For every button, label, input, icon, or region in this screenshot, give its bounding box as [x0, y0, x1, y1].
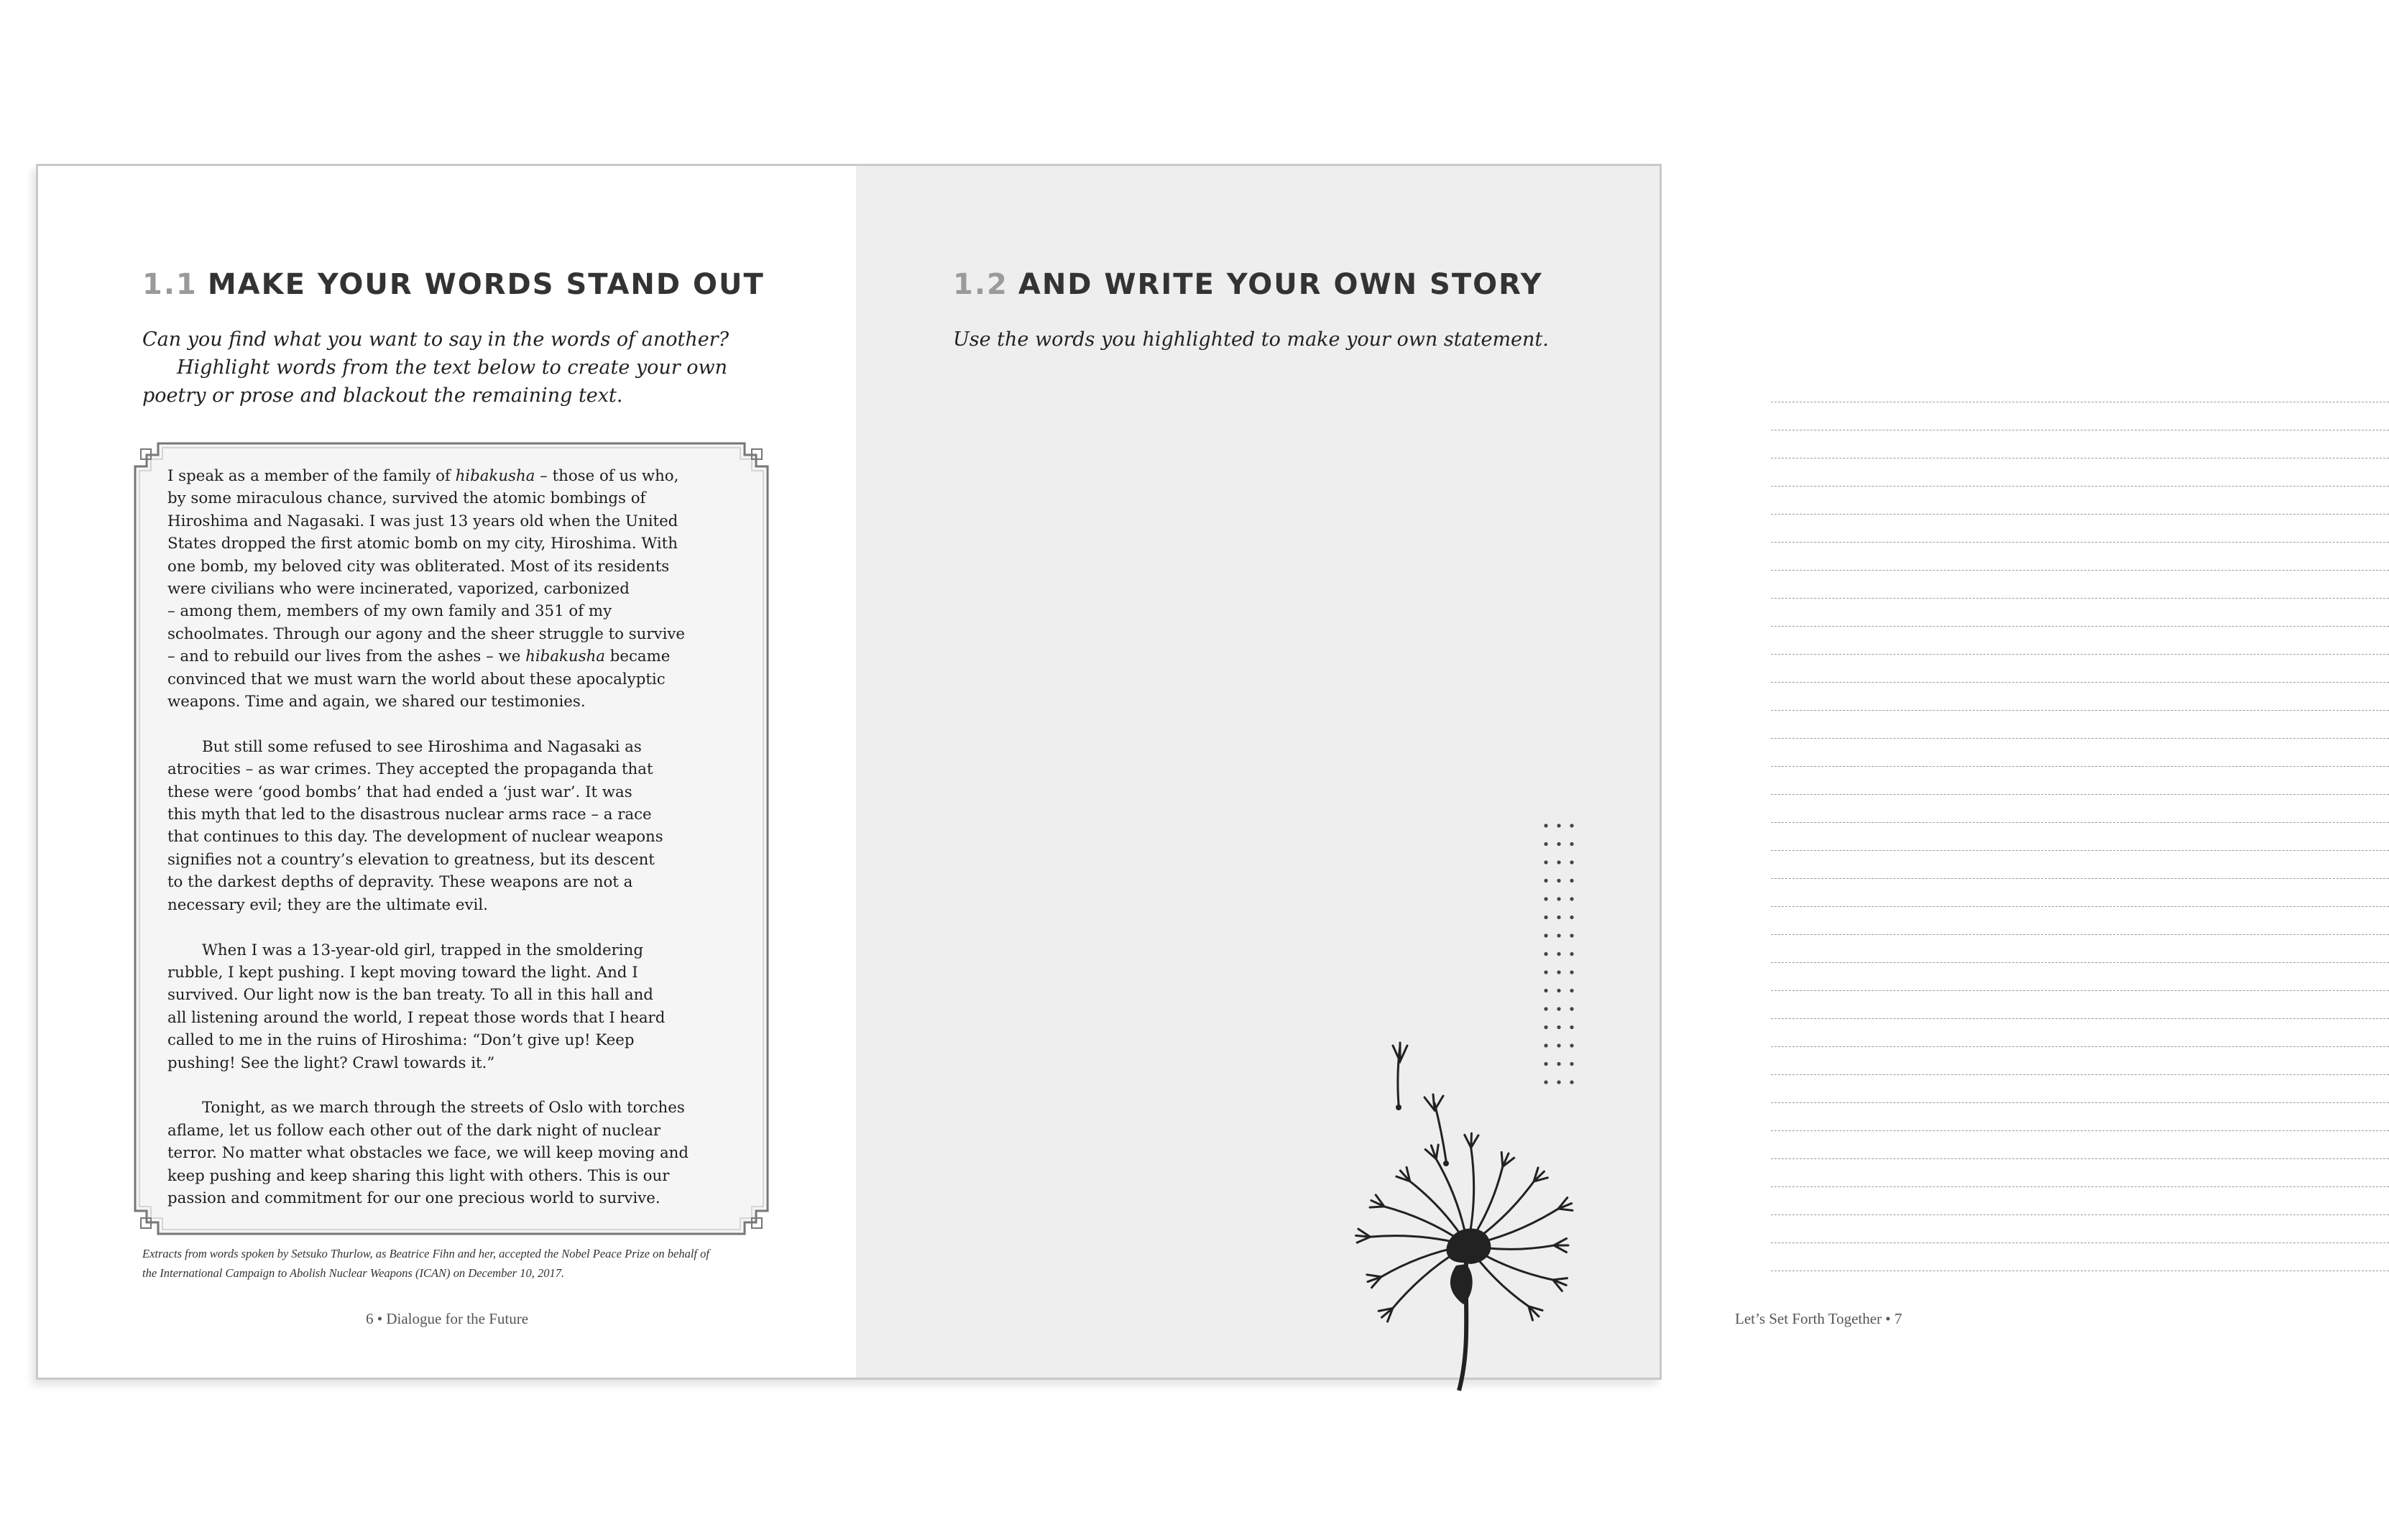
dot [1557, 824, 1560, 827]
dandelion-mask [1400, 1046, 1526, 1090]
dandelion-tuft [1425, 1145, 1438, 1159]
section-title: AND WRITE YOUR OWN STORY [1018, 268, 1543, 301]
writing-lines[interactable] [1771, 402, 2389, 1299]
dandelion-tuft [1534, 1168, 1547, 1181]
excerpt-paragraph: When I was a 13-year-old girl, trapped in the smoldering rubble, I kept pushing. I kept moving toward the light. And I survived. Our light now is the ban treaty. To all in this hall and all listening around the world, I repeat those words that I heard called to me in the ruins of Hiroshima: “Don’t give up! Keep pushing! See the light? Crawl towards it.” [167, 941, 666, 1072]
dot [1544, 897, 1547, 900]
prompt-line: poetry or prose and blackout the remaining text. [142, 384, 623, 407]
writing-line[interactable] [1771, 710, 2389, 711]
dot [1570, 1043, 1573, 1047]
dandelion-head [1446, 1228, 1491, 1264]
writing-line[interactable] [1771, 934, 2389, 935]
writing-line[interactable] [1771, 626, 2389, 627]
dot [1570, 1007, 1573, 1010]
writing-line[interactable] [1771, 1074, 2389, 1075]
dot [1570, 879, 1573, 882]
dot [1570, 897, 1573, 900]
writing-line[interactable] [1771, 1186, 2389, 1187]
dot [1570, 1025, 1573, 1029]
dandelion-tuft [1367, 1275, 1381, 1288]
excerpt-paragraph: Tonight, as we march through the streets of Oslo with torches aflame, let us follow each other out of the dark night of nuclear terror. No matter what obstacles we face, we will keep moving and keep pushing and keep sharing this light with others. This is our passion and commitment for our one precious world to survive. [167, 1099, 689, 1207]
writing-line[interactable] [1771, 1158, 2389, 1159]
writing-line[interactable] [1771, 878, 2389, 879]
section-title: MAKE YOUR WORDS STAND OUT [207, 268, 765, 301]
section-heading-right [953, 268, 1543, 301]
writing-line[interactable] [1771, 570, 2389, 571]
seed-dot [1443, 1161, 1449, 1166]
left-page [38, 166, 856, 1378]
dandelion-tuft [1396, 1167, 1410, 1181]
excerpt-paragraph: But still some refused to see Hiroshima and Nagasaki as atrocities – as war crimes. They accepted the propaganda that these were ‘good bombs’ that had ended a ‘just war’. It was this myth that led to the disastrous nuclear arms race – a race that continues to this day. The development of nuclear weapons signifies not a country’s elevation to greatness, but its descent to the darkest depths of depravity. These weapons are not a necessary evil; they are the ultimate evil. [167, 737, 663, 914]
prompt-text [142, 326, 804, 410]
writing-line[interactable] [1771, 850, 2389, 851]
writing-line[interactable] [1771, 1102, 2389, 1103]
writing-line[interactable] [1771, 598, 2389, 599]
dot [1570, 989, 1573, 992]
writing-line[interactable] [1771, 682, 2389, 683]
writing-line[interactable] [1771, 738, 2389, 739]
writing-line[interactable] [1771, 1046, 2389, 1047]
dot [1544, 824, 1547, 827]
caption-line: the International Campaign to Abolish Nuclear Weapons (ICAN) on December 10, 2017. [142, 1266, 565, 1280]
page-folio-right: Let’s Set Forth Together • 7 [1735, 1310, 1902, 1327]
section-number: 1.2 [953, 268, 1008, 301]
caption-line: Extracts from words spoken by Setsuko Thurlow, as Beatrice Fihn and her, accepted the Nobel Peace Prize on behalf of [142, 1247, 709, 1260]
dandelion-tuft [1356, 1229, 1371, 1242]
page-folio-left: 6 • Dialogue for the Future [365, 1310, 529, 1327]
dot [1570, 916, 1573, 919]
dandelion-icon [1294, 902, 1567, 1391]
dot [1544, 860, 1547, 864]
dot [1570, 1062, 1573, 1066]
dandelion-stem-bulge [1450, 1264, 1473, 1304]
writing-line[interactable] [1771, 822, 2389, 823]
writing-line[interactable] [1771, 486, 2389, 487]
writing-line[interactable] [1771, 766, 2389, 767]
seed-dot [1396, 1105, 1401, 1110]
dandelion-tuft [1378, 1308, 1393, 1322]
excerpt-paragraph: I speak as a member of the family of hibakusha – those of us who, by some miraculous chance, survived the atomic bombings of Hiroshima and Nagasaki. I was just 13 years old when the United States dropped the first atomic bomb on my city, Hiroshima. With one bomb, my beloved city was obliterated. Most of its residents were civilians who were incinerated, vaporized, carbonized – among them, members of my own family and 351 of my schoolmates. Through our agony and the sheer struggle to survive – and to rebuild our lives from the ashes – we hibakusha became convinced that we must warn the world about these apocalyptic weapons. Time and again, we shared our testimonies. [167, 467, 686, 711]
dot [1557, 879, 1560, 882]
prompt-line: Can you find what you want to say in the words of another? [142, 328, 729, 351]
dot [1570, 970, 1573, 974]
speech-excerpt [167, 465, 742, 1209]
dot [1570, 952, 1573, 956]
dot [1570, 860, 1573, 864]
italic-term: hibakusha [455, 467, 535, 485]
dot [1570, 1080, 1573, 1084]
dandelion-tuft [1501, 1152, 1514, 1166]
writing-line[interactable] [1771, 794, 2389, 795]
dot [1544, 842, 1547, 846]
writing-line[interactable] [1771, 906, 2389, 907]
dot [1570, 842, 1573, 846]
dandelion-tuft [1465, 1133, 1478, 1148]
dandelion-tuft [1553, 1278, 1568, 1291]
writing-line[interactable] [1771, 990, 2389, 991]
dot [1557, 860, 1560, 864]
writing-line[interactable] [1771, 514, 2389, 515]
dandelion-tuft [1529, 1306, 1542, 1320]
writing-line[interactable] [1771, 1130, 2389, 1131]
writing-line[interactable] [1771, 962, 2389, 963]
writing-line[interactable] [1771, 1214, 2389, 1215]
excerpt-caption [142, 1244, 789, 1283]
writing-line[interactable] [1771, 542, 2389, 543]
prompt-line: Highlight words from the text below to create your own [177, 356, 728, 379]
prompt-text: Use the words you highlighted to make your own statement. [953, 328, 1549, 351]
section-number: 1.1 [142, 268, 198, 301]
writing-line[interactable] [1771, 654, 2389, 655]
dot [1570, 933, 1573, 937]
writing-line[interactable] [1771, 1018, 2389, 1019]
dot [1557, 842, 1560, 846]
dot [1557, 897, 1560, 900]
dandelion-tuft [1554, 1238, 1568, 1252]
dot [1570, 824, 1573, 827]
dandelion-tuft [1370, 1195, 1384, 1207]
italic-term: hibakusha [525, 647, 605, 666]
dot [1544, 879, 1547, 882]
section-heading-left [142, 268, 765, 301]
writing-line[interactable] [1771, 1242, 2389, 1243]
